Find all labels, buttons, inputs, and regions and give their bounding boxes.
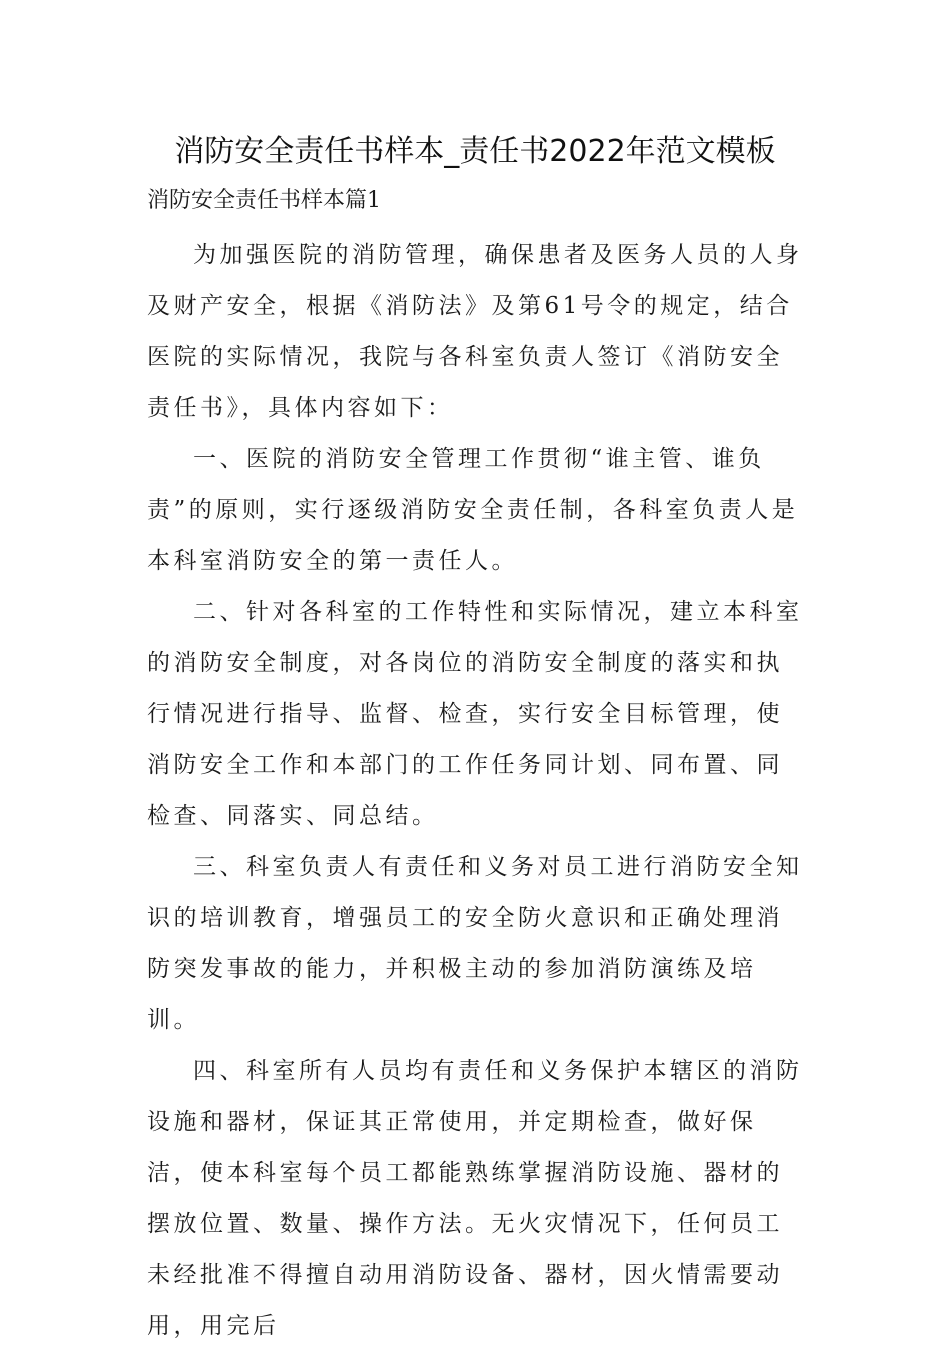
document-title: 消防安全责任书样本_责任书2022年范文模板 — [174, 134, 776, 169]
paragraph-clause-4: 四、科室所有人员均有责任和义务保护本辖区的消防设施和器材，保证其正常使用，并定期检查，做好保洁，使本科室每个员工都能熟练掌握消防设施、器材的摆放位置、数量、操作方法。无火灾情况下，任何员工未经批准不得擅自动用消防设备、器材，因火情需要动用，用完后 — [147, 1058, 803, 1339]
paragraph-clause-3: 三、科室负责人有责任和义务对员工进行消防安全知识的培训教育，增强员工的安全防火意识和正确处理消防突发事故的能力，并积极主动的参加消防演练及培训。 — [147, 854, 803, 1033]
paragraph-clause-1: 一、医院的消防安全管理工作贯彻“谁主管、谁负责”的原则，实行逐级消防安全责任制，各科室负责人是本科室消防安全的第一责任人。 — [147, 446, 799, 574]
paragraph-clause-2: 二、针对各科室的工作特性和实际情况，建立本科室的消防安全制度，对各岗位的消防安全制度的落实和执行情况进行指导、监督、检查，实行安全目标管理，使消防安全工作和本部门的工作任务同计划、同布置、同检查、同落实、同总结。 — [147, 599, 803, 829]
paragraph-intro: 为加强医院的消防管理，确保患者及医务人员的人身及财产安全，根据《消防法》及第61号令的规定，结合医院的实际情况，我院与各科室负责人签订《消防安全责任书》，具体内容如下： — [147, 242, 803, 421]
section-heading: 消防安全责任书样本篇1 — [147, 188, 381, 213]
document-body — [147, 230, 803, 1352]
